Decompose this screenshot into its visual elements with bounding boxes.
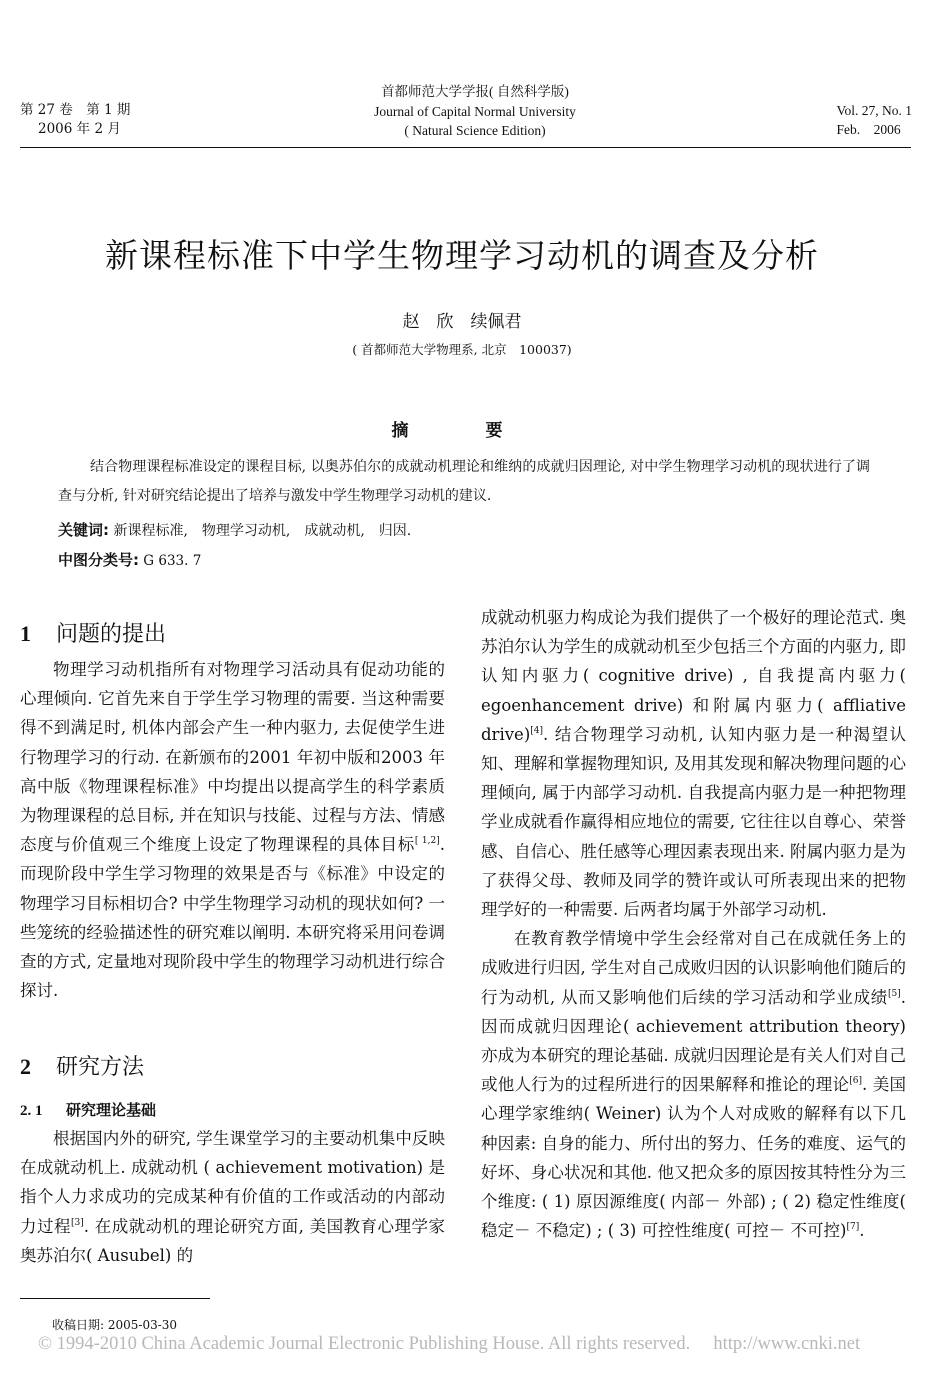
classification [58,549,201,570]
subsection-title: 研究理论基础 [66,1101,157,1119]
section-heading-2 [20,1050,144,1081]
citation: [ 1,2] [414,836,440,847]
section-2-body [20,1124,445,1270]
journal-name-block [0,82,950,141]
paragraph: 物理学习动机指所有对物理学习活动具有促动功能的心理倾向. 它首先来自于学生学习物理的需要. 当这种需要得不到满足时, 机体内部会产生一种内驱力, 去促使学生进行物理学习的行动. 在新颁布的2001 年初中版和2003 年高中版《物理课程标准》中均提出以提高学生的科学素质为物理课程的总目标, 并在知识与技能、过程与方法、情感态度与价值观三个维度上设定了物理课程的具体目标[ 1,2]. 而现阶段中学生学习物理的效果是否与《标准》中设定的物理学习目标相切合? 中学生物理学习动机的现状如何? 一些笼统的经验描述性的研究难以阐明. 本研究将采用问卷调查的方式, 定量地对现阶段中学生的物理学习动机进行综合探讨. [20,660,446,1001]
section-1-body [20,655,445,1005]
section-title: 研究方法 [56,1055,145,1080]
classification-code: G 633. 7 [143,553,202,569]
cnki-copyright-watermark: © 1994-2010 China Academic Journal Electronic Publishing House. All rights reserved. http://www.cnki.net [38,1334,861,1354]
journal-edition: ( Natural Science Edition) [404,123,546,138]
citation: [3] [70,1217,84,1228]
abstract-heading: 摘 要 [391,421,533,441]
section-title: 问题的提出 [56,622,167,647]
subsection-number: 2. 1 [20,1103,43,1119]
classification-label: 中图分类号: [58,551,139,569]
paragraph: 根据国内外的研究, 学生课堂学习的主要动机集中反映在成就动机上. 成就动机 ( achievement motivation) 是指个人力求成功的完成某种有价值的工作或活动的内部动力过程[3]. 在成就动机的理论研究方面, 美国教育心理学家奥苏泊尔( Ausubel) 的 [20,1129,446,1265]
author-affiliation: ( 首都师范大学物理系, 北京 100037) [352,342,572,357]
right-column-body [481,603,906,1245]
header-rule [20,147,911,148]
paper-title: 新课程标准下中学生物理学习动机的调查及分析 [105,236,819,275]
keywords-label: 关键词: [58,521,109,539]
section-number: 1 [20,621,31,646]
keywords-text: 新课程标准, 物理学习动机, 成就动机, 归因. [113,523,412,539]
citation: [4] [530,725,544,736]
paragraph: 成就动机驱力构成论为我们提供了一个极好的理论范式. 奥苏泊尔认为学生的成就动机至少包括三个方面的内驱力, 即认知内驱力( cognitive drive) , 自我提高内驱力( egoenhancement drive) 和附属内驱力( affliative drive)[4]. 结合物理学习动机, 认知内驱力是一种渴望认知、理解和掌握物理知识, 及用其发现和解决物理问题的心理倾向, 属于内部学习动机. 自我提高内驱力是一种把物理学业成就看作赢得相应地位的需要, 它往往以自尊心、荣誉感、自信心、胜任感等心理因素表现出来. 附属内驱力是为了获得父母、教师及同学的赞许或认可所表现出来的把物理学好的一种需要. 后两者均属于外部学习动机. [481,608,906,920]
footnote-rule [20,1298,210,1299]
section-number: 2 [20,1054,31,1079]
section-heading-1 [20,617,166,648]
journal-name-en: Journal of Capital Normal University [374,103,576,119]
citation: [6] [849,1076,863,1087]
abstract-text: 结合物理课程标准设定的课程目标, 以奥苏伯尔的成就动机理论和维纳的成就归因理论, 对中学生物理学习动机的现状进行了调查与分析, 针对研究结论提出了培养与激发中学生物理学习动机的建议. [58,459,870,504]
issue-date: 2006 年 2 月 [38,121,121,137]
volume-issue-en: Vol. 27, No. 1 [836,103,912,118]
citation: [7] [846,1222,860,1233]
journal-name-cn: 首都师范大学学报( 自然科学版) [381,84,569,99]
issue-date-en: Feb. 2006 [836,122,901,137]
subsection-heading [20,1099,156,1120]
received-date-footnote: 收稿日期: 2005-03-30 [52,1318,178,1332]
journal-issue-info-en [836,101,912,139]
keywords [58,519,411,540]
paragraph: 在教育教学情境中学生会经常对自己在成就任务上的成败进行归因, 学生对自己成败归因的认识影响他们随后的行为动机, 从而又影响他们后续的学习活动和学业成绩[5]. 因而成就归因理论( achievement attribution theory) 亦成为本研究的理论基础. 成就归因理论是有关人们对自己或他人行为的过程所进行的因果解释和推论的理论[6]. 美国心理学家维纳( Weiner) 认为个人对成败的解释有以下几种因素: 自身的能力、所付出的努力、任务的难度、运气的好坏、身心状况和其他. 他又把众多的原因按其特性分为三个维度: ( 1) 原因源维度( 内部－ 外部) ; ( 2) 稳定性维度( 稳定－ 不稳定) ; ( 3) 可控性维度( 可控－ 不可控)[7]. [481,929,907,1241]
paper-authors: 赵 欣 续佩君 [402,312,522,332]
volume-issue: 第 27 卷 第 1 期 [20,102,131,118]
citation: [5] [888,988,901,999]
